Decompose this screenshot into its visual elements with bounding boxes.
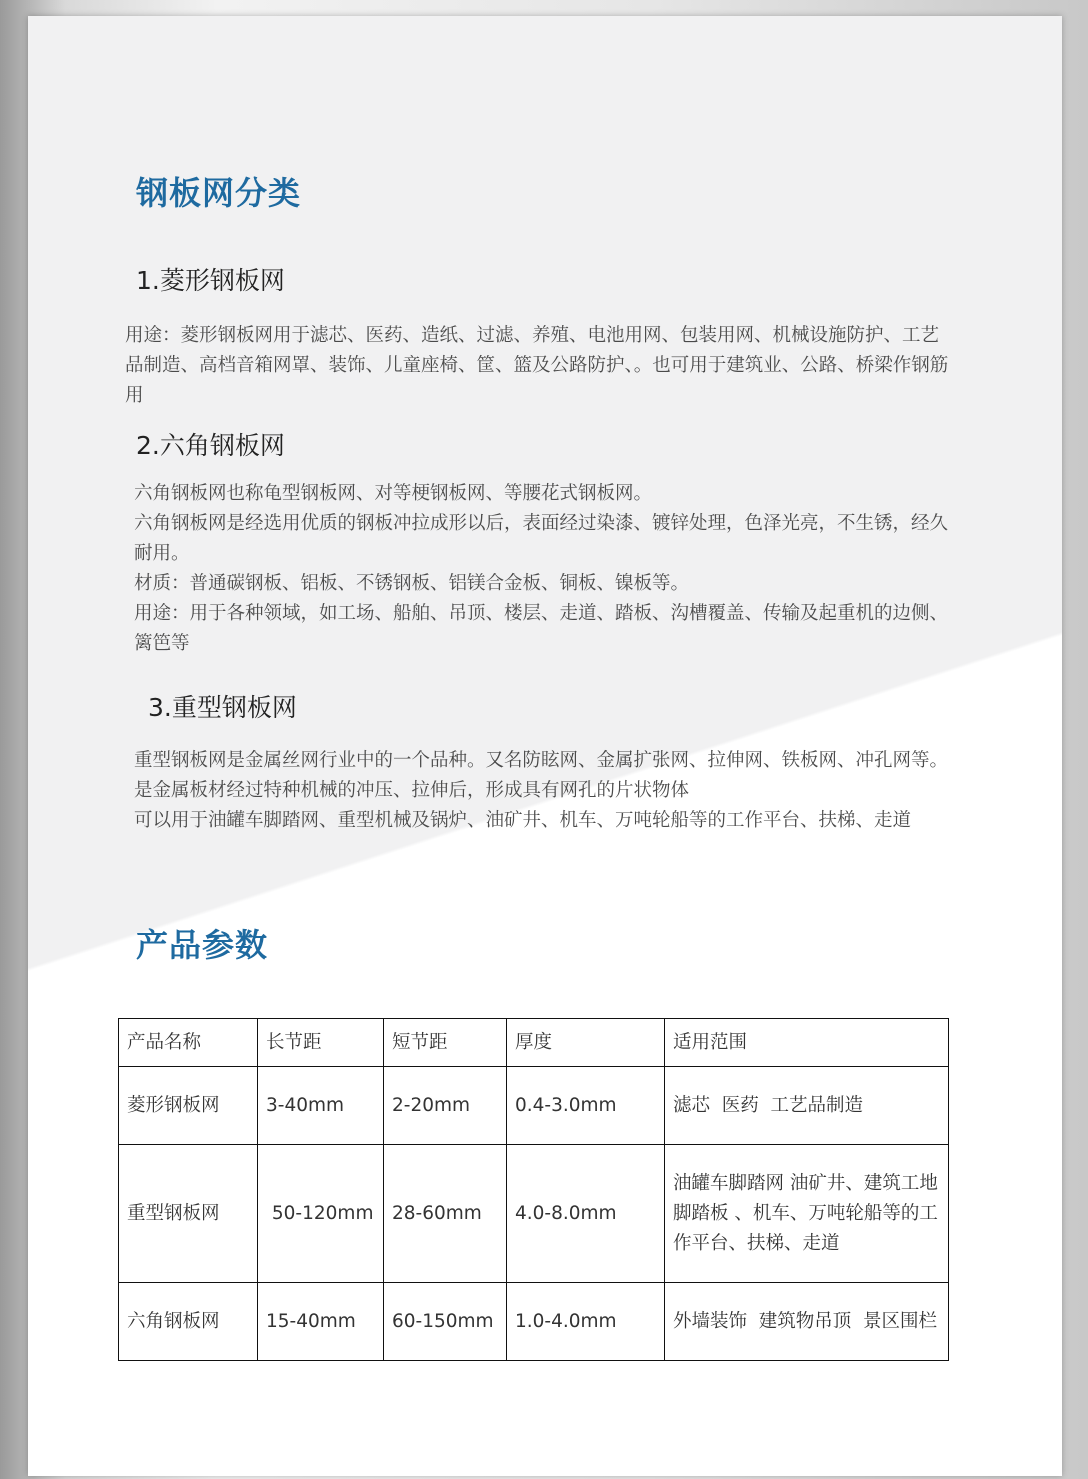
table-header-cell: 短节距 — [384, 1019, 507, 1067]
table-cell: 28-60mm — [384, 1145, 507, 1283]
paragraph: 可以用于油罐车脚踏网、重型机械及锅炉、油矿井、机车、万吨轮船等的工作平台、扶梯、走道 — [134, 810, 912, 831]
table-cell: 2-20mm — [384, 1067, 507, 1145]
table-row — [119, 1067, 949, 1145]
table-cell: 重型钢板网 — [119, 1145, 258, 1283]
table-cell: 50-120mm — [258, 1145, 384, 1283]
table-header-cell: 长节距 — [258, 1019, 384, 1067]
heavy-mesh-description — [134, 746, 964, 836]
table-cell: 外墙装饰 建筑物吊顶 景区围栏 — [665, 1283, 949, 1361]
table-header-cell: 厚度 — [507, 1019, 665, 1067]
section-title-parameters: 产品参数 — [136, 926, 269, 964]
subheading-diamond-mesh: 1.菱形钢板网 — [136, 266, 285, 295]
document-page — [28, 16, 1062, 1476]
table-cell: 15-40mm — [258, 1283, 384, 1361]
subheading-hexagonal-mesh: 2.六角钢板网 — [136, 431, 285, 460]
section-title-classification: 钢板网分类 — [136, 174, 302, 212]
paragraph: 六角钢板网是经选用优质的钢板冲拉成形以后，表面经过染漆、镀锌处理，色泽光亮，不生锈，经久耐用。 — [134, 513, 949, 564]
paragraph: 材质：普通碳钢板、铝板、不锈钢板、铝镁合金板、铜板、镍板等。 — [134, 573, 690, 594]
table-row — [119, 1283, 949, 1361]
table-header-row — [119, 1019, 949, 1067]
paragraph: 重型钢板网是金属丝网行业中的一个品种。又名防眩网、金属扩张网、拉伸网、铁板网、冲孔网等。是金属板材经过特种机械的冲压、拉伸后，形成具有网孔的片状物体 — [134, 750, 949, 801]
table-cell: 油罐车脚踏网 油矿井、建筑工地 脚踏板 、机车、万吨轮船等的工作平台、扶梯、走道 — [665, 1145, 949, 1283]
table-cell: 4.0-8.0mm — [507, 1145, 665, 1283]
table-row — [119, 1145, 949, 1283]
table-cell: 3-40mm — [258, 1067, 384, 1145]
table-cell: 六角钢板网 — [119, 1283, 258, 1361]
paragraph: 用途：菱形钢板网用于滤芯、医药、造纸、过滤、养殖、电池用网、包装用网、机械设施防护、工艺品制造、高档音箱网罩、装饰、儿童座椅、筐、篮及公路防护、。也可用于建筑业、公路、桥梁作钢筋用 — [125, 325, 949, 406]
paragraph: 用途：用于各种领域，如工场、船舶、吊顶、楼层、走道、踏板、沟槽覆盖、传输及起重机的边侧、篱笆等 — [134, 603, 949, 654]
hexagonal-mesh-description — [134, 479, 964, 659]
table-cell: 60-150mm — [384, 1283, 507, 1361]
table-cell: 1.0-4.0mm — [507, 1283, 665, 1361]
table-header-cell: 产品名称 — [119, 1019, 258, 1067]
table-cell: 0.4-3.0mm — [507, 1067, 665, 1145]
paragraph: 六角钢板网也称龟型钢板网、对等梗钢板网、等腰花式钢板网。 — [134, 483, 653, 504]
product-parameters-table — [118, 1018, 949, 1361]
table-cell: 菱形钢板网 — [119, 1067, 258, 1145]
table-cell: 滤芯 医药 工艺品制造 — [665, 1067, 949, 1145]
subheading-heavy-mesh: 3.重型钢板网 — [148, 693, 297, 722]
diamond-mesh-description — [125, 321, 955, 411]
table-header-cell: 适用范围 — [665, 1019, 949, 1067]
